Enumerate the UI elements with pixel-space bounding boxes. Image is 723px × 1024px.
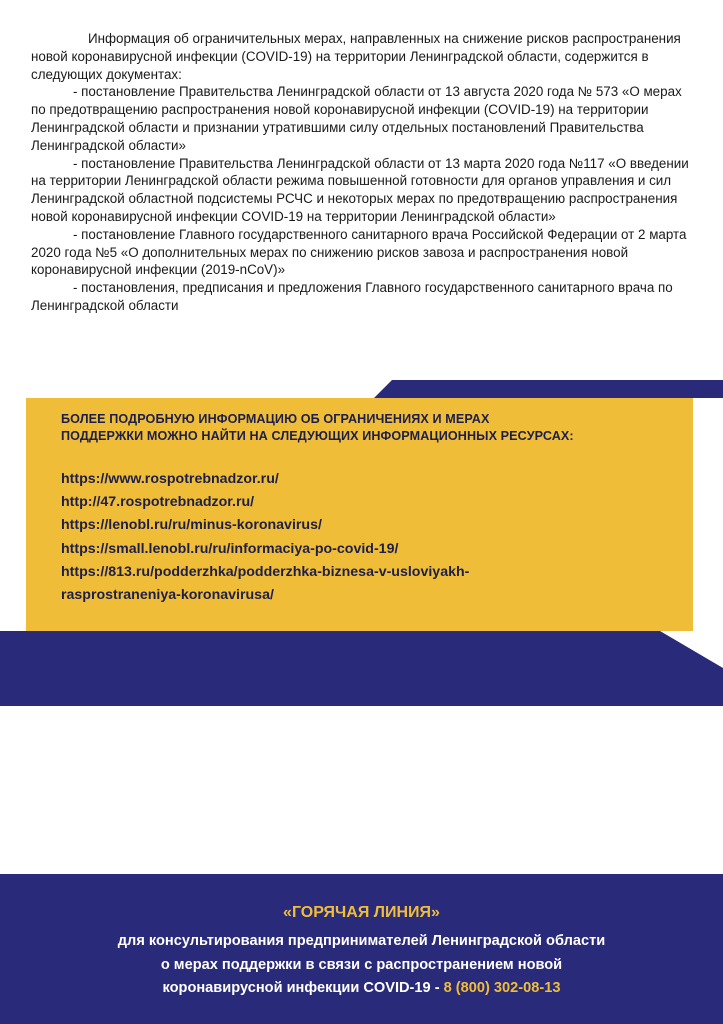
- resource-link[interactable]: https://813.ru/podderzhka/podderzhka-biznesa-v-usloviyakh-: [61, 563, 470, 580]
- resources-heading: БОЛЕЕ ПОДРОБНУЮ ИНФОРМАЦИЮ ОБ ОГРАНИЧЕНИЯХ И МЕРАХ ПОДДЕРЖКИ МОЖНО НАЙТИ НА СЛЕДУЮЩИХ ИНФОРМАЦИОННЫХ РЕСУРСАХ:: [61, 412, 574, 443]
- resource-link[interactable]: https://small.lenobl.ru/ru/informaciya-po-covid-19/: [61, 540, 399, 557]
- resource-link[interactable]: rasprostraneniya-koronavirusa/: [61, 587, 274, 604]
- document-item: - постановление Правительства Ленинградской области от 13 марта 2020 года №117 «О введении на территории Ленинградской области режима повышенной готовности для органов управления и сил Ленинградской областной подсистемы РСЧС и некоторых мерах по предотвращению распространения новой коронавирусной инфекции COVID-19 на территории Ленинградской области»: [31, 155, 689, 224]
- document-item: - постановление Правительства Ленинградской области от 13 августа 2020 года № 573 «О мерах по предотвращению распространения новой коронавирусной инфекции (COVID-19) на территории Ленинградской области и признании утратившими силу отдельных постановлений Правительства Ленинградской области»: [31, 84, 682, 153]
- hotline-phone[interactable]: 8 (800) 302-08-13: [443, 980, 561, 996]
- intro-paragraph: Информация об ограничительных мерах, направленных на снижение рисков распространения новой коронавирусной инфекции (COVID-19) на территории Ленинградской области, содержится в следующих документах:: [31, 31, 681, 82]
- hotline-footer: [0, 874, 723, 1024]
- document-item: - постановления, предписания и предложения Главного государственного санитарного врача по Ленинградской области: [31, 280, 673, 313]
- resource-link[interactable]: http://47.rospotrebnadzor.ru/: [61, 494, 255, 511]
- resource-link[interactable]: https://www.rospotrebnadzor.ru/: [61, 471, 279, 487]
- hotline-text: для консультирования предпринимателей Ленинградской области о мерах поддержки в связи с распространением новой коронавирусной инфекции COVID-19 - 8 (800) 302-08-13: [117, 933, 606, 996]
- hotline-title: «ГОРЯЧАЯ ЛИНИЯ»: [283, 904, 440, 921]
- document-item: - постановление Главного государственного санитарного врача Российской Федерации от 2 марта 2020 года №5 «О дополнительных мерах по снижению рисков завоза и распространения новой коронавирусной инфекции (2019-nCoV)»: [31, 226, 687, 278]
- resource-link[interactable]: https://lenobl.ru/ru/minus-koronavirus/: [61, 517, 322, 534]
